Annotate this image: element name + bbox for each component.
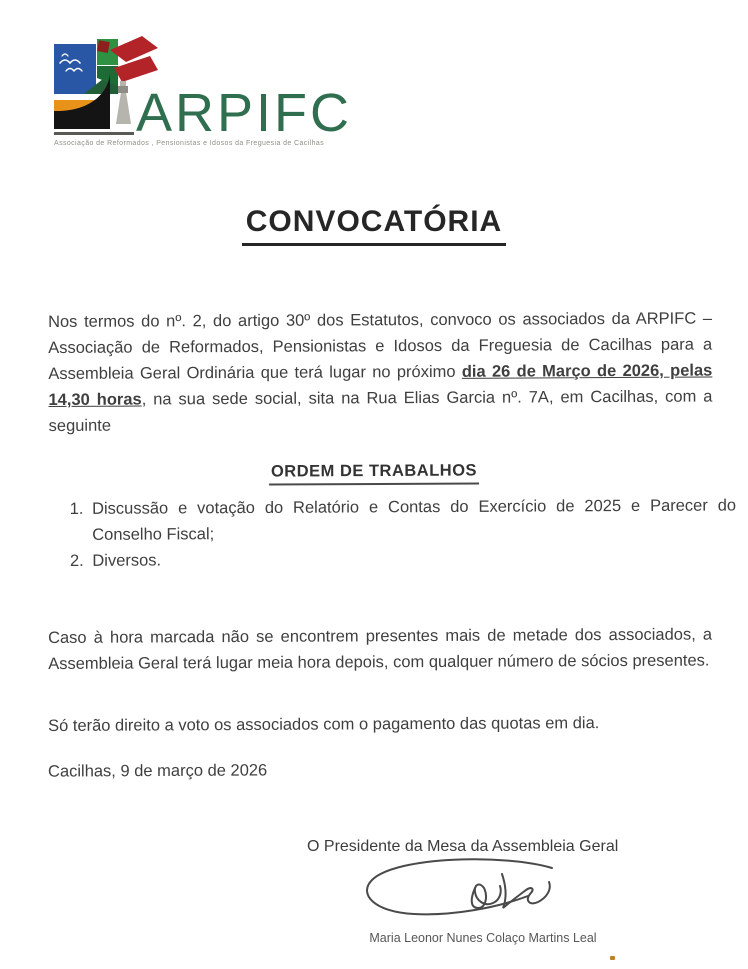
agenda-heading: [0, 460, 748, 487]
paragraph-quorum: Caso à hora marcada não se encontrem presentes mais de metade dos associados, a Assembleia Geral terá lugar meia hora depois, com qualquer número de sócios presentes.: [48, 625, 713, 673]
signature-role-line: O Presidente da Mesa da Assembleia Geral: [307, 838, 619, 855]
paragraph-convocation-tail: , na sua sede social, sita na Rua Elias Garcia nº. 7A, em Cacilhas, com a seguinte: [48, 387, 713, 435]
scan-speck: [610, 956, 615, 960]
document-title-text: CONVOCATÓRIA: [242, 205, 506, 246]
meeting-datetime-emphasis: dia 26 de Março de 2026, pelas 14,30 horas: [48, 361, 713, 409]
paragraph-voting-rights: Só terão direito a voto os associados com o pagamento das quotas em dia.: [48, 713, 600, 735]
handwritten-signature-icon: [356, 856, 576, 928]
agenda-item-1: 1. Discussão e votação do Relatório e Contas do Exercício de 2025 e Parecer do Conselho Fiscal;: [88, 492, 736, 547]
logo-subtitle: Associação de Reformados , Pensionistas e Idosos da Freguesia de Cacilhas: [54, 140, 325, 147]
paragraph-convocation-lead: Nos termos do nº. 2, do artigo 30º dos Estatutos, convoco os associados da ARPIFC – Associação de Reformados, Pensionistas e Idosos da Freguesia de Cacilhas para a Assembleia Geral Ordinária que terá lugar no próximo: [48, 309, 713, 383]
agenda-item-2: 2. Diversos.: [88, 544, 736, 573]
agenda-list: [64, 492, 736, 574]
agenda-heading-text: ORDEM DE TRABALHOS: [269, 461, 479, 485]
place-date-line: Cacilhas, 9 de março de 2026: [47, 761, 268, 781]
document-title: [0, 205, 748, 246]
arpifc-logo: [52, 36, 382, 151]
paragraph-convocation: [48, 305, 713, 438]
logo-acronym: ARPIFC: [136, 83, 353, 143]
signer-name: Maria Leonor Nunes Colaço Martins Leal: [369, 931, 597, 945]
